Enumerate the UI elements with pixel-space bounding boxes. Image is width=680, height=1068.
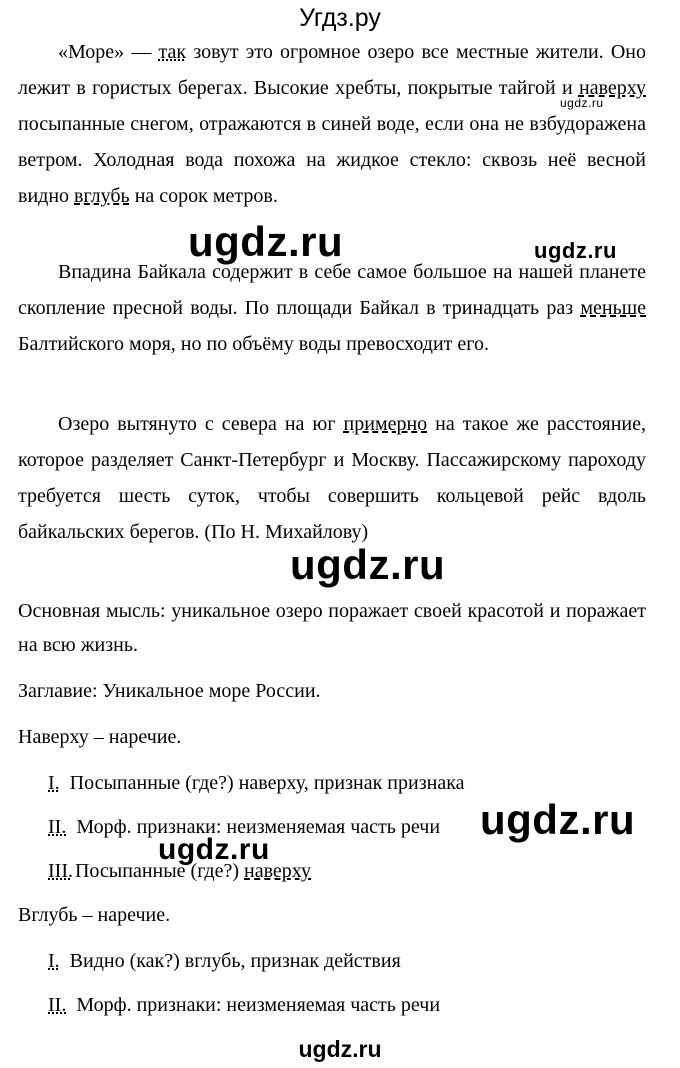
watermark-small: ugdz.ru [560,96,604,110]
item-number: I. [48,772,60,794]
word1-heading: Наверху – наречие. [18,726,182,748]
p1-word-naverhu: наверху [578,77,647,99]
p1-part-0: «Море» — [58,41,152,63]
paragraph-3 [18,406,646,550]
item-text: Видно (как?) вглубь, признак действия [69,950,401,972]
p2-part-0: Впадина Байкала содержит в себе самое большое на нашей планете скопление пресной воды. По площади Байкал в тринадцать раз [18,261,646,319]
p1-part-2: зовут это огромное озеро все местные жители. Оно лежит в гористых берегах. Высокие хребты, покрытые тайгой и [18,41,646,99]
item-number: II. [48,816,67,838]
p2-word-menshe: меньше [580,297,647,319]
watermark-big-3: ugdz.ru [480,796,636,843]
item-word-naverhu: наверху [244,860,312,882]
item-number: III. [48,860,73,882]
item-number: II. [48,994,67,1016]
paragraph-1 [18,34,646,214]
site-title: Угдз.ру [299,4,381,32]
p3-word-primerno: примерно [343,413,428,435]
item-text: Посыпанные (где?) [74,860,239,882]
item-text: Посыпанные (где?) наверху, признак признака [69,772,465,794]
word1-item-1 [48,768,465,798]
watermark-mid-2: ugdz.ru [158,833,270,866]
p3-part-0: Озеро вытянуто с севера на юг [58,413,336,435]
p3-part-2: на такое же расстояние, которое разделяет Санкт-Петербург и Москву. Пассажирскому пароходу требуется шесть суток, чтобы совершить кольцевой рейс вдоль байкальских берегов. (По Н. Михайлову) [18,413,647,543]
word2-item-1 [48,946,401,976]
title-line: Заглавие: Уникальное море России. [18,680,321,702]
main-idea: Основная мысль: уникальное озеро поражает своей красотой и поражает на всю жизнь. [18,600,646,656]
p2-part-2: Балтийского моря, но по объёму воды превосходит его. [18,333,489,355]
item-number: I. [48,950,60,972]
word2-heading: Вглубь – наречие. [18,904,171,926]
watermark-footer: ugdz.ru [298,1036,382,1062]
paragraph-2 [18,254,646,362]
word2-item-2 [48,990,440,1020]
watermark-mid-1: ugdz.ru [534,238,617,263]
watermark-big-1: ugdz.ru [188,218,344,265]
watermark-big-2: ugdz.ru [290,541,446,588]
p1-part-4: посыпанные снегом, отражаются в синей воде, если она не взбудоражена ветром. Холодная вода похожа на жидкое стекло: сквозь неё весной видно [18,113,646,207]
item-text: Морф. признаки: неизменяемая часть речи [76,816,441,838]
p1-word-tak: так [158,41,187,63]
item-text: Морф. признаки: неизменяемая часть речи [76,994,441,1016]
p1-word-vglub: вглубь [74,185,130,207]
p1-part-6: на сорок метров. [134,185,278,207]
